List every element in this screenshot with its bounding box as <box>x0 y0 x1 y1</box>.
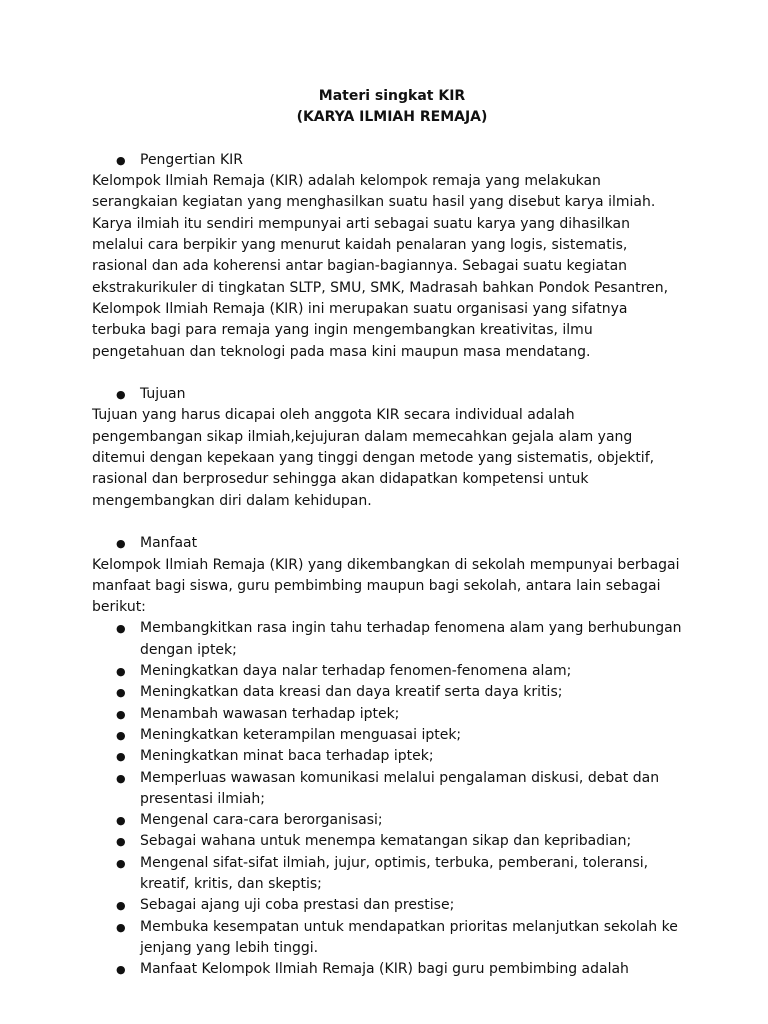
list-item <box>92 618 682 661</box>
list-item <box>92 831 682 852</box>
list-item <box>92 746 682 767</box>
bullet-icon: ● <box>116 728 126 742</box>
bullet-icon: ● <box>116 537 126 551</box>
section-body-tujuan: Tujuan yang harus dicapai oleh anggota KIR secara individual adalah pengembangan sikap ilmiah,kejujuran dalam memecahkan gejala alam yang ditemui dengan kepekaan yang tinggi dengan metode yang sistematis, objektif, rasional dan berprosedur sehingga akan didapatkan kompetensi untuk mengembangkan diri dalam kehidupan. <box>92 407 655 509</box>
bullet-icon: ● <box>116 622 126 636</box>
list-item <box>92 661 682 682</box>
bullet-icon: ● <box>116 707 126 721</box>
bullet-icon: ● <box>116 814 126 828</box>
section-heading-pengertian <box>92 150 682 171</box>
list-item <box>92 810 682 831</box>
document-content <box>92 86 682 980</box>
spacer <box>92 129 682 150</box>
bullet-icon: ● <box>116 920 126 934</box>
list-item <box>92 725 682 746</box>
list-item-text: Meningkatkan daya nalar terhadap fenomen-fenomena alam; <box>140 663 572 680</box>
list-item <box>92 682 682 703</box>
list-item <box>92 768 682 811</box>
bullet-icon: ● <box>116 153 126 167</box>
bullet-icon: ● <box>116 665 126 679</box>
section-heading-manfaat <box>92 533 682 554</box>
document-title: Materi singkat KIR <box>318 88 466 104</box>
bullet-icon: ● <box>116 899 126 913</box>
list-item-text: Sebagai ajang uji coba prestasi dan prestise; <box>140 897 455 914</box>
benefits-list <box>92 618 682 980</box>
list-item <box>92 704 682 725</box>
spacer <box>92 512 682 533</box>
bullet-icon: ● <box>116 750 126 764</box>
section-heading-label: Tujuan <box>140 386 186 403</box>
section-body-pengertian: Kelompok Ilmiah Remaja (KIR) adalah kelompok remaja yang melakukan serangkaian kegiatan yang menghasilkan suatu hasil yang disebut karya ilmiah. Karya ilmiah itu sendiri mempunyai arti sebagai suatu karya yang dihasilkan melalui cara berpikir yang menurut kaidah penalaran yang logis, sistematis, rasional dan ada koherensi antar bagian-bagiannya. Sebagai suatu kegiatan ekstrakurikuler di tingkatan SLTP, SMU, SMK, Madrasah bahkan Pondok Pesantren, Kelompok Ilmiah Remaja (KIR) ini merupakan suatu organisasi yang sifatnya terbuka bagi para remaja yang ingin mengembangkan kreativitas, ilmu pengetahuan dan teknologi pada masa kini maupun masa mendatang. <box>92 173 669 360</box>
section-heading-label: Manfaat <box>140 535 198 552</box>
list-item-text: Meningkatkan minat baca terhadap iptek; <box>140 748 434 765</box>
document-subtitle: (KARYA ILMIAH REMAJA) <box>296 109 488 126</box>
bullet-icon: ● <box>116 686 126 700</box>
list-item-text: Mengenal cara-cara berorganisasi; <box>140 812 383 829</box>
section-heading-tujuan <box>92 384 682 405</box>
list-item-text: Meningkatkan keterampilan menguasai iptek; <box>140 726 462 743</box>
list-item-text: Sebagai wahana untuk menempa kematangan sikap dan kepribadian; <box>140 833 632 850</box>
list-item-text: Menambah wawasan terhadap iptek; <box>140 705 400 722</box>
list-item-text: Memperluas wawasan komunikasi melalui pengalaman diskusi, debat dan presentasi ilmiah; <box>140 769 660 807</box>
list-item-text: Manfaat Kelompok Ilmiah Remaja (KIR) bagi guru pembimbing adalah <box>140 961 629 978</box>
section-body-manfaat: Kelompok Ilmiah Remaja (KIR) yang dikembangkan di sekolah mempunyai berbagai manfaat bagi siswa, guru pembimbing maupun bagi sekolah, antara lain sebagai berikut: <box>92 556 680 616</box>
list-item <box>92 853 682 896</box>
bullet-icon: ● <box>116 771 126 785</box>
spacer <box>92 363 682 384</box>
list-item-text: Membangkitkan rasa ingin tahu terhadap fenomena alam yang berhubungan dengan iptek; <box>140 620 682 658</box>
list-item <box>92 959 682 980</box>
bullet-icon: ● <box>116 963 126 977</box>
list-item-text: Meningkatkan data kreasi dan daya kreatif serta daya kritis; <box>140 684 563 701</box>
list-item <box>92 917 682 960</box>
bullet-icon: ● <box>116 835 126 849</box>
list-item-text: Mengenal sifat-sifat ilmiah, jujur, optimis, terbuka, pemberani, toleransi, kreatif, kritis, dan skeptis; <box>140 854 649 892</box>
section-heading-label: Pengertian KIR <box>140 151 244 168</box>
list-item <box>92 895 682 916</box>
list-item-text: Membuka kesempatan untuk mendapatkan prioritas melanjutkan sekolah ke jenjang yang lebih tinggi. <box>140 918 678 956</box>
bullet-icon: ● <box>116 388 126 402</box>
bullet-icon: ● <box>116 856 126 870</box>
